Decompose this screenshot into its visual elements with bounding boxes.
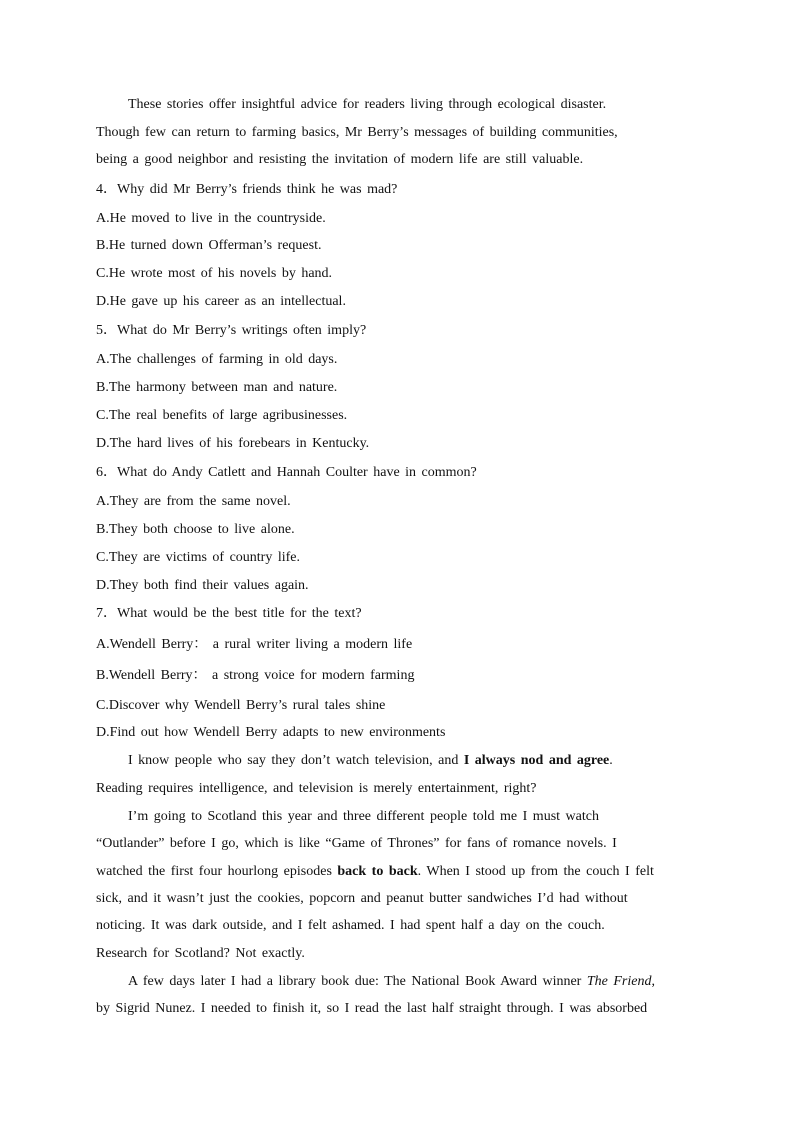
question-5-option-b: B.The harmony between man and nature. [96, 380, 338, 395]
text-run: I know people who say they don’t watch television, and [128, 753, 464, 768]
passage-line: Though few can return to farming basics, Mr Berry’s messages of building communities, [96, 125, 618, 140]
question-6-stem: 6．What do Andy Catlett and Hannah Coulter have in common? [96, 465, 477, 480]
passage-line: noticing. It was dark outside, and I felt ashamed. I had spent half a day on the couch. [96, 918, 605, 933]
passage-line: These stories offer insightful advice for readers living through ecological disaster. [128, 97, 607, 112]
question-4-option-b: B.He turned down Offerman’s request. [96, 238, 322, 253]
question-4-option-a: A.He moved to live in the countryside. [96, 211, 326, 226]
question-7-option-c: C.Discover why Wendell Berry’s rural tales shine [96, 698, 386, 713]
question-6-option-a: A.They are from the same novel. [96, 494, 291, 509]
question-7-option-a: A.Wendell Berry： a rural writer living a modern life [96, 637, 413, 652]
question-7-option-b: B.Wendell Berry： a strong voice for modern farming [96, 668, 415, 683]
book-title: The Friend [586, 974, 652, 989]
question-5-option-d: D.The hard lives of his forebears in Kentucky. [96, 436, 370, 451]
passage-line [96, 862, 654, 882]
question-4-option-d: D.He gave up his career as an intellectual. [96, 294, 346, 309]
question-5-option-c: C.The real benefits of large agribusinesses. [96, 408, 348, 423]
question-5-option-a: A.The challenges of farming in old days. [96, 352, 338, 367]
question-6-option-c: C.They are victims of country life. [96, 550, 300, 565]
passage-line [128, 751, 613, 771]
bold-phrase: I always nod and agree [463, 753, 610, 768]
question-7-stem: 7．What would be the best title for the text? [96, 606, 362, 621]
question-6-option-d: D.They both find their values again. [96, 578, 309, 593]
text-run: A few days later I had a library book due: The National Book Award winner [128, 974, 587, 989]
passage-line: “Outlander” before I go, which is like “Game of Thrones” for fans of romance novels. I [96, 836, 617, 851]
question-5-stem: 5．What do Mr Berry’s writings often imply? [96, 323, 367, 338]
question-7-option-d: D.Find out how Wendell Berry adapts to new environments [96, 725, 446, 740]
text-run: , [651, 974, 655, 989]
text-run: watched the first four hourlong episodes [96, 864, 338, 879]
passage-line: Research for Scotland? Not exactly. [96, 946, 305, 961]
passage-line: sick, and it wasn’t just the cookies, popcorn and peanut butter sandwiches I’d had without [96, 891, 628, 906]
text-run: . [609, 753, 613, 768]
bold-phrase: back to back [337, 864, 418, 879]
text-run: . When I stood up from the couch I felt [417, 864, 654, 879]
question-4-option-c: C.He wrote most of his novels by hand. [96, 266, 333, 281]
passage-line: I’m going to Scotland this year and three different people told me I must watch [128, 809, 599, 824]
question-4-stem: 4．Why did Mr Berry’s friends think he was mad? [96, 182, 398, 197]
passage-line: by Sigrid Nunez. I needed to finish it, so I read the last half straight through. I was absorbed [96, 1001, 648, 1016]
question-6-option-b: B.They both choose to live alone. [96, 522, 295, 537]
passage-line: Reading requires intelligence, and television is merely entertainment, right? [96, 781, 537, 796]
passage-line [128, 972, 655, 992]
passage-line: being a good neighbor and resisting the invitation of modern life are still valuable. [96, 152, 584, 167]
